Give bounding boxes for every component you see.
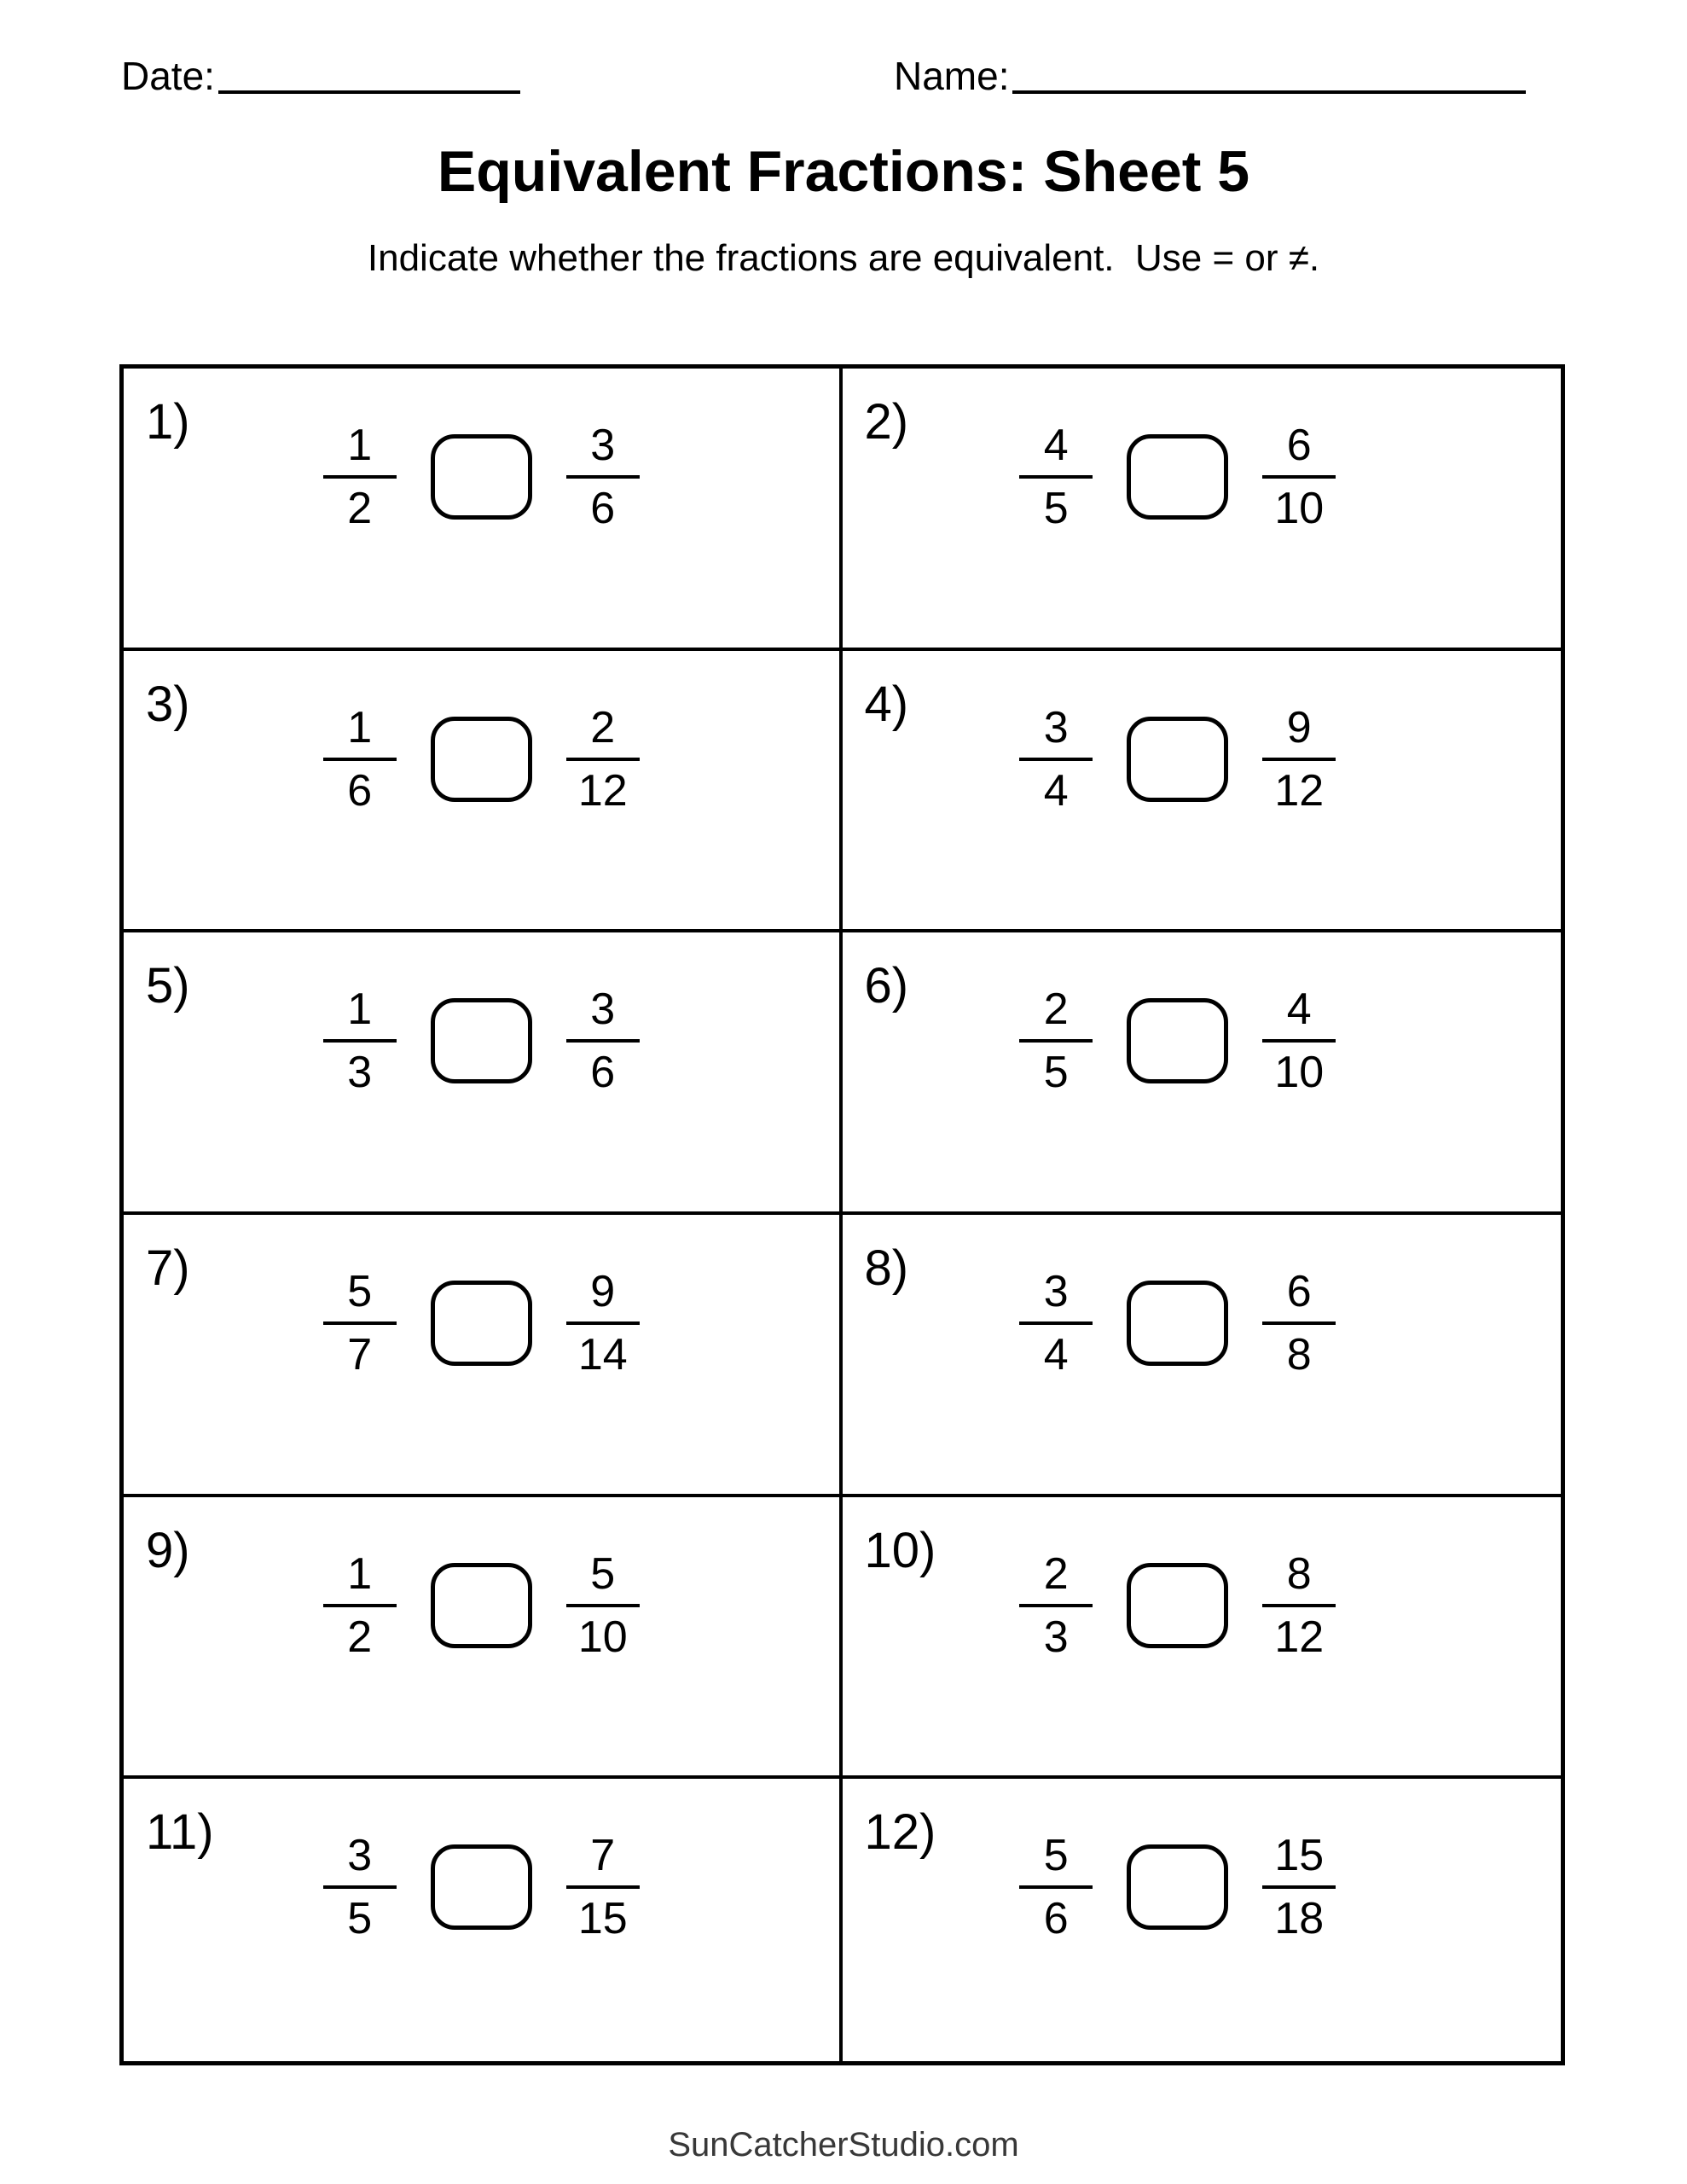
left-fraction <box>323 985 397 1098</box>
problem-row <box>843 985 1562 1098</box>
numerator: 5 <box>1043 1831 1069 1881</box>
problem-cell-11 <box>124 1779 843 2061</box>
problem-row <box>124 423 839 531</box>
problem-cell-1 <box>124 369 843 651</box>
denominator: 4 <box>1019 1321 1093 1377</box>
left-fraction <box>1019 1266 1093 1380</box>
problem-cell-10 <box>843 1497 1562 1780</box>
right-fraction <box>1262 423 1336 531</box>
answer-box[interactable] <box>1127 1844 1228 1930</box>
denominator: 15 <box>566 1885 640 1941</box>
left-fraction <box>1019 1548 1093 1662</box>
numerator: 9 <box>1286 702 1312 752</box>
page-title: Equivalent Fractions: Sheet 5 <box>437 139 1250 204</box>
numerator: 9 <box>590 1266 616 1316</box>
denominator: 2 <box>323 475 397 531</box>
problem-cell-9 <box>124 1497 843 1780</box>
numerator: 1 <box>347 702 373 752</box>
problems-grid <box>119 364 1565 2065</box>
problem-number: 9) <box>146 1522 190 1578</box>
right-fraction <box>566 1266 640 1380</box>
numerator: 2 <box>1043 1548 1069 1599</box>
answer-box[interactable] <box>431 1844 532 1930</box>
site-credit: SunCatcherStudio.com <box>668 2126 1019 2164</box>
denominator: 6 <box>1019 1885 1093 1941</box>
denominator: 4 <box>1019 758 1093 813</box>
right-fraction <box>566 1831 640 1944</box>
numerator: 4 <box>1286 985 1312 1035</box>
right-fraction <box>1262 1831 1336 1944</box>
numerator: 1 <box>347 421 373 470</box>
problem-number: 4) <box>864 676 909 732</box>
problem-cell-5 <box>124 932 843 1215</box>
problem-number: 7) <box>146 1240 190 1296</box>
problem-row <box>124 1548 839 1662</box>
answer-box[interactable] <box>431 717 532 802</box>
answer-box[interactable] <box>1127 998 1228 1083</box>
problem-number: 1) <box>146 394 190 450</box>
date-write-line[interactable] <box>218 56 520 94</box>
right-fraction <box>1262 1266 1336 1380</box>
denominator: 5 <box>323 1885 397 1941</box>
problem-number: 2) <box>864 394 909 450</box>
numerator: 2 <box>590 702 616 752</box>
numerator: 7 <box>590 1831 616 1881</box>
denominator: 12 <box>566 758 640 813</box>
date-field <box>121 56 520 96</box>
left-fraction <box>1019 423 1093 531</box>
denominator: 2 <box>323 1604 397 1659</box>
numerator: 1 <box>347 1548 373 1599</box>
problem-row <box>843 423 1562 531</box>
problem-cell-12 <box>843 1779 1562 2061</box>
problem-cell-4 <box>843 651 1562 933</box>
date-label: Date: <box>121 54 215 98</box>
numerator: 4 <box>1043 421 1069 470</box>
problem-number: 10) <box>864 1522 936 1578</box>
denominator: 6 <box>566 475 640 531</box>
denominator: 6 <box>323 758 397 813</box>
answer-box[interactable] <box>431 1281 532 1366</box>
denominator: 5 <box>1019 475 1093 531</box>
numerator: 3 <box>1043 702 1069 752</box>
problem-cell-6 <box>843 932 1562 1215</box>
problem-row <box>124 985 839 1098</box>
left-fraction <box>323 702 397 816</box>
left-fraction <box>1019 1831 1093 1944</box>
name-write-line[interactable] <box>1012 56 1526 94</box>
problem-number: 8) <box>864 1240 909 1296</box>
denominator: 10 <box>1262 475 1336 531</box>
numerator: 3 <box>1043 1266 1069 1316</box>
denominator: 12 <box>1262 758 1336 813</box>
answer-box[interactable] <box>1127 1281 1228 1366</box>
answer-box[interactable] <box>1127 434 1228 520</box>
problem-number: 3) <box>146 676 190 732</box>
right-fraction <box>566 985 640 1098</box>
denominator: 6 <box>566 1039 640 1095</box>
denominator: 7 <box>323 1321 397 1377</box>
denominator: 18 <box>1262 1885 1336 1941</box>
right-fraction <box>566 702 640 816</box>
numerator: 3 <box>590 985 616 1035</box>
answer-box[interactable] <box>1127 717 1228 802</box>
numerator: 3 <box>590 421 616 470</box>
numerator: 6 <box>1286 421 1312 470</box>
left-fraction <box>323 1266 397 1380</box>
left-fraction <box>1019 702 1093 816</box>
denominator: 8 <box>1262 1321 1336 1377</box>
numerator: 5 <box>590 1548 616 1599</box>
numerator: 5 <box>347 1266 373 1316</box>
right-fraction <box>1262 702 1336 816</box>
denominator: 14 <box>566 1321 640 1377</box>
answer-box[interactable] <box>1127 1563 1228 1648</box>
problem-cell-7 <box>124 1215 843 1497</box>
right-fraction <box>566 423 640 531</box>
name-field <box>894 56 1526 96</box>
problem-number: 5) <box>146 958 190 1014</box>
denominator: 10 <box>566 1604 640 1659</box>
answer-box[interactable] <box>431 434 532 520</box>
problem-number: 11) <box>146 1804 214 1861</box>
right-fraction <box>566 1548 640 1662</box>
left-fraction <box>1019 985 1093 1098</box>
problem-cell-8 <box>843 1215 1562 1497</box>
right-fraction <box>1262 1548 1336 1662</box>
denominator: 12 <box>1262 1604 1336 1659</box>
problem-row <box>843 1266 1562 1380</box>
numerator: 3 <box>347 1831 373 1881</box>
problem-number: 6) <box>864 958 909 1014</box>
answer-box[interactable] <box>431 1563 532 1648</box>
left-fraction <box>323 1548 397 1662</box>
denominator: 3 <box>323 1039 397 1095</box>
problem-cell-3 <box>124 651 843 933</box>
answer-box[interactable] <box>431 998 532 1083</box>
denominator: 5 <box>1019 1039 1093 1095</box>
name-label: Name: <box>894 54 1010 98</box>
numerator: 2 <box>1043 985 1069 1035</box>
left-fraction <box>323 1831 397 1944</box>
instructions-text: Indicate whether the fractions are equivalent. Use = or ≠. <box>367 237 1320 279</box>
right-fraction <box>1262 985 1336 1098</box>
left-fraction <box>323 423 397 531</box>
problem-cell-2 <box>843 369 1562 651</box>
numerator: 15 <box>1274 1831 1325 1881</box>
numerator: 6 <box>1286 1266 1312 1316</box>
numerator: 8 <box>1286 1548 1312 1599</box>
problem-row <box>124 702 839 816</box>
denominator: 3 <box>1019 1604 1093 1659</box>
problem-number: 12) <box>864 1804 936 1861</box>
problem-row <box>843 702 1562 816</box>
numerator: 1 <box>347 985 373 1035</box>
denominator: 10 <box>1262 1039 1336 1095</box>
problem-row <box>124 1266 839 1380</box>
